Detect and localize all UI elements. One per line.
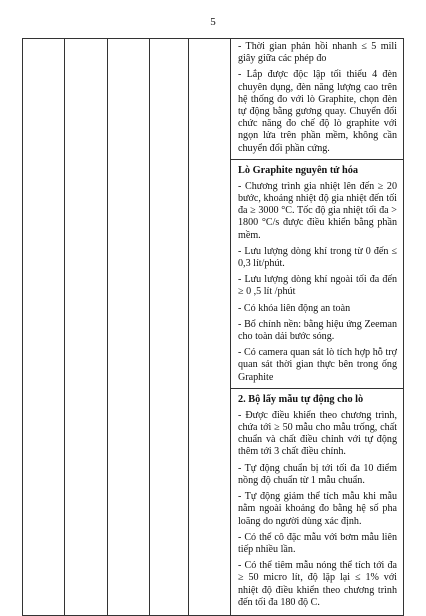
spec-paragraph: - Được điều khiển theo chương trình, chứa tới ≥ 50 mẫu cho mẫu trống, chất chuẩn và chất điều chỉnh với tự động thêm tới 3 chất điều chỉnh. — [238, 409, 397, 458]
spec-paragraph: - Thời gian phản hồi nhanh ≤ 5 mili giây giữa các phép đo — [238, 41, 397, 65]
table-cell-col3 — [108, 39, 150, 616]
spec-paragraph: - Có thể cô đặc mẫu với bơm mẫu liên tiếp nhiều lần. — [238, 531, 397, 555]
spec-paragraph: - Lắp được độc lập tối thiểu 4 đèn chuyên dụng, đèn năng lượng cao trên hệ thống đo với lò Graphite, chọn đèn tự động bằng gương quay. Chuyển đổi chức năng đo chế độ lò graphite với ngọn lửa trên phần mềm, không cần chuyển đổi phần cứng. — [238, 69, 397, 154]
section-heading: Lò Graphite nguyên tử hóa — [238, 164, 359, 176]
spec-paragraph: - Có khóa liên động an toàn — [238, 302, 351, 314]
section-graphite-furnace — [231, 159, 403, 384]
page-number: 5 — [210, 16, 216, 28]
spec-paragraph: - Lưu lượng dòng khí ngoài tối đa đến ≥ 0 ,5 lít /phút — [238, 274, 397, 298]
table-row — [23, 39, 404, 616]
table-cell-col4 — [150, 39, 189, 616]
specification-content — [231, 39, 403, 615]
spec-paragraph: - Có thể tiêm mẫu nóng thể tích tới đa ≥ 50 micro lít, độ lặp lại ≤ 1% với nhiệt độ điều khiển theo chương trình đến tối đa 180 độ C. — [238, 560, 397, 608]
section-heading: 2. Bộ lấy mẫu tự động cho lò — [238, 393, 364, 405]
spec-paragraph: - Tự động giảm thể tích mẫu khi mẫu nằm ngoài khoảng đo bằng hệ số pha loãng do người dùng xác định. — [238, 491, 397, 527]
spec-paragraph: - Lưu lượng dòng khí trong từ 0 đến ≤ 0,3 lít/phút. — [238, 245, 397, 270]
spec-paragraph: - Chương trình gia nhiệt lên đến ≥ 20 bước, khoảng nhiệt độ gia nhiệt đến tối đa ≥ 3000 °C. Tốc độ gia nhiệt tối đa > 1800 °C/s được điều khiển bằng phần mềm. — [238, 180, 397, 241]
section-detector-performance — [238, 41, 397, 155]
specification-table — [22, 38, 404, 616]
spec-paragraph: - Bổ chính nền: bằng hiệu ứng Zeeman cho toàn dải bước sóng. — [238, 318, 397, 343]
section-autosampler — [231, 388, 403, 609]
table-cell-col2 — [65, 39, 108, 616]
spec-paragraph: - Tự động chuẩn bị tới tối đa 10 điểm nồng độ chuẩn từ 1 mẫu chuẩn. — [238, 462, 397, 486]
spec-paragraph: - Có camera quan sát lò tích hợp hỗ trợ quan sát thời gian thực bên trong ống Graphite — [238, 347, 397, 383]
table-cell-stt — [23, 39, 65, 616]
table-cell-specification — [231, 39, 404, 616]
table-cell-col5 — [189, 39, 231, 616]
